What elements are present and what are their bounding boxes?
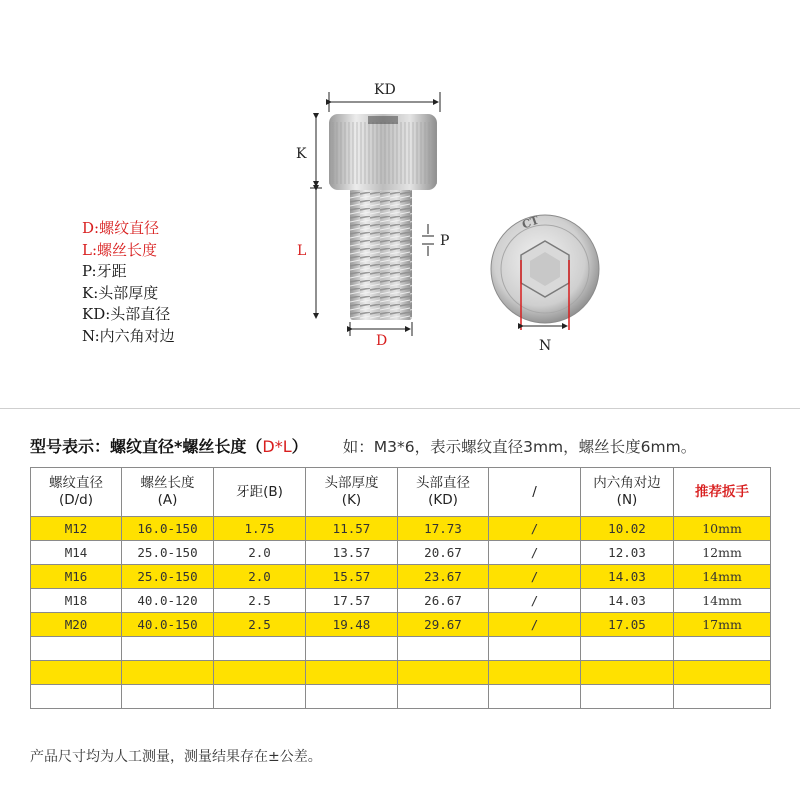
table-row [31,613,771,637]
header-pitch: 牙距(B) [214,468,306,517]
cell: 23.67 [398,565,489,589]
dim-label-d: D [376,333,388,349]
dim-label-k: K [296,146,307,162]
cell: 2.5 [214,589,306,613]
dim-label-kd: KD [374,82,396,98]
table-row-empty [31,661,771,685]
cell: 17.05 [581,613,674,637]
cell: 40.0-120 [122,589,214,613]
cell: 14mm [674,589,771,613]
model-label: 型号表示：螺纹直径*螺丝长度 [30,437,247,456]
dimension-legend [82,218,175,347]
cell: 12.03 [581,541,674,565]
cell: 40.0-150 [122,613,214,637]
head-marking: CT [520,213,541,232]
header-hex-socket: 内六角对边 (N) [581,468,674,517]
cell: 26.67 [398,589,489,613]
cell [674,637,771,661]
header-slash: / [489,468,581,517]
cell [122,661,214,685]
cell [674,661,771,685]
section-divider [0,408,800,409]
legend-k: K:头部厚度 [82,283,159,302]
cell: 17.57 [306,589,398,613]
cell: 14.03 [581,565,674,589]
screw-head [329,114,437,190]
table-header-row [31,468,771,517]
header-recommended-wrench: 推荐扳手 [674,468,771,517]
model-notation [30,434,696,457]
dim-label-n: N [539,338,552,354]
cell: 20.67 [398,541,489,565]
table-row-empty [31,685,771,709]
cell [122,637,214,661]
legend-l: L:螺丝长度 [82,240,158,259]
cell: M20 [31,613,122,637]
cell: / [489,541,581,565]
cell: / [489,613,581,637]
cell: 29.67 [398,613,489,637]
cell [489,661,581,685]
cell: 15.57 [306,565,398,589]
cell: 19.48 [306,613,398,637]
dim-label-l: L [297,243,307,259]
table-row [31,589,771,613]
cell: 1.75 [214,517,306,541]
cell [306,685,398,709]
cell: 25.0-150 [122,565,214,589]
cell [214,685,306,709]
cell: 17.73 [398,517,489,541]
legend-p: P:牙距 [82,262,127,280]
cell [214,661,306,685]
legend-n: N:内六角对边 [82,326,175,345]
cell: 10mm [674,517,771,541]
cell [674,685,771,709]
cell [489,685,581,709]
cell [31,685,122,709]
cell: / [489,517,581,541]
cell: 25.0-150 [122,541,214,565]
cell: 2.0 [214,565,306,589]
cell [31,637,122,661]
header-head-thickness: 头部厚度 (K) [306,468,398,517]
screw-head-top-view [491,215,599,323]
cell: M16 [31,565,122,589]
table-row [31,541,771,565]
cell [306,661,398,685]
cell: M18 [31,589,122,613]
cell: 16.0-150 [122,517,214,541]
cell: / [489,589,581,613]
table-row [31,565,771,589]
model-code: D*L [262,437,292,456]
cell [398,637,489,661]
cell [122,685,214,709]
cell: M12 [31,517,122,541]
cell [581,637,674,661]
cell [581,661,674,685]
cell [398,661,489,685]
footnote: 产品尺寸均为人工测量，测量结果存在±公差。 [30,749,322,765]
legend-d: D:螺纹直径 [82,219,160,237]
table-row [31,517,771,541]
table-row-empty [31,637,771,661]
header-thread-diameter: 螺纹直径 (D/d) [31,468,122,517]
cell: 14.03 [581,589,674,613]
screw-shank [350,188,412,320]
header-screw-length: 螺丝长度 (A) [122,468,214,517]
cell: / [489,565,581,589]
cell: M14 [31,541,122,565]
cell: 2.0 [214,541,306,565]
cell [398,685,489,709]
cell: 13.57 [306,541,398,565]
cell: 17mm [674,613,771,637]
cell [214,637,306,661]
cell: 12mm [674,541,771,565]
model-example: 如：M3*6，表示螺纹直径3mm，螺丝长度6mm。 [342,438,697,456]
cell: 2.5 [214,613,306,637]
dim-label-p: P [440,233,450,249]
spec-table [30,467,771,709]
model-paren-close: ） [291,437,308,456]
model-paren-open: （ [246,437,263,456]
cell [31,661,122,685]
cell: 14mm [674,565,771,589]
cell [306,637,398,661]
cell [489,637,581,661]
cell [581,685,674,709]
cell: 11.57 [306,517,398,541]
cell: 10.02 [581,517,674,541]
header-head-diameter: 头部直径 (KD) [398,468,489,517]
legend-kd: KD:头部直径 [82,305,171,323]
